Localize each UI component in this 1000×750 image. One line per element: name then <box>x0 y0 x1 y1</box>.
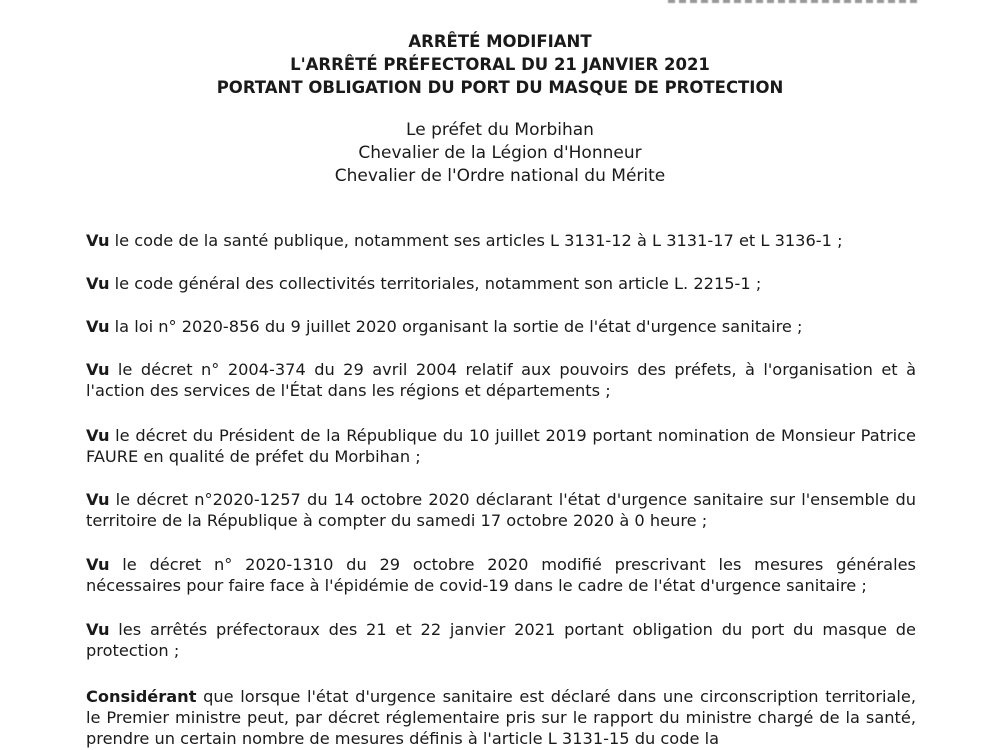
paragraph-lead: Vu <box>86 274 110 293</box>
paragraph-considerant <box>86 686 916 749</box>
clipped-header-text <box>668 0 920 3</box>
paragraph-text: les arrêtés préfectoraux des 21 et 22 janvier 2021 portant obligation du port du masque de protection ; <box>86 620 916 660</box>
paragraph-vu-decret-nomination <box>86 425 916 467</box>
authority-line-3: Chevalier de l'Ordre national du Mérite <box>334 166 666 186</box>
paragraph-lead: Vu <box>86 360 110 379</box>
paragraph-text: le décret du Président de la République du 10 juillet 2019 portant nomination de Monsieur Patrice FAURE en qualité de préfet du Morbihan ; <box>86 426 916 466</box>
paragraph-vu-decret-2020-1310 <box>86 554 916 596</box>
paragraph-text: le décret n° 2020-1310 du 29 octobre 2020 modifié prescrivant les mesures générales nécessaires pour faire face à l'épidémie de covid-19 dans le cadre de l'état d'urgence sanitaire ; <box>86 555 916 595</box>
title-line-2: L'ARRÊTÉ PRÉFECTORAL DU 21 JANVIER 2021 <box>290 55 710 74</box>
paragraph-text: le code général des collectivités territoriales, notamment son article L. 2215-1 ; <box>109 274 762 293</box>
authority-line-2: Chevalier de la Légion d'Honneur <box>358 143 642 163</box>
paragraph-vu-code-sante <box>86 230 916 251</box>
authority-line-1: Le préfet du Morbihan <box>406 120 594 140</box>
paragraph-lead: Vu <box>86 555 110 574</box>
paragraph-vu-decret-2004-374 <box>86 359 916 401</box>
paragraph-text: le code de la santé publique, notamment ses articles L 3131-12 à L 3131-17 et L 3136-1 ; <box>109 231 843 250</box>
title-line-3: PORTANT OBLIGATION DU PORT DU MASQUE DE PROTECTION <box>216 78 784 97</box>
paragraph-lead: Vu <box>86 490 110 509</box>
paragraph-text: que lorsque l'état d'urgence sanitaire est déclaré dans une circonscription territoriale, le Premier ministre peut, par décret réglementaire pris sur le rapport du ministre chargé de la santé, prendre un certain nombre de mesures définis à l'article L 3131-15 du code la <box>86 687 916 748</box>
paragraph-text: le décret n° 2004-374 du 29 avril 2004 relatif aux pouvoirs des préfets, à l'organisation et à l'action des services de l'État dans les régions et départements ; <box>86 360 916 400</box>
paragraph-vu-arretes-prefectoraux <box>86 619 916 661</box>
paragraph-lead: Vu <box>86 317 110 336</box>
document-title <box>0 30 1000 99</box>
paragraph-lead: Vu <box>86 426 110 445</box>
paragraph-lead: Vu <box>86 620 110 639</box>
paragraph-lead: Vu <box>86 231 110 250</box>
paragraph-text: le décret n°2020-1257 du 14 octobre 2020 déclarant l'état d'urgence sanitaire sur l'ensemble du territoire de la République à compter du samedi 17 octobre 2020 à 0 heure ; <box>86 490 916 530</box>
title-line-1: ARRÊTÉ MODIFIANT <box>408 32 592 51</box>
paragraph-text: la loi n° 2020-856 du 9 juillet 2020 organisant la sortie de l'état d'urgence sanitaire ; <box>109 317 803 336</box>
authority-block <box>0 119 1000 188</box>
paragraph-lead: Considérant <box>86 687 197 706</box>
paragraph-vu-cgct <box>86 273 916 294</box>
paragraph-vu-decret-2020-1257 <box>86 489 916 531</box>
paragraph-vu-loi-2020-856 <box>86 316 916 337</box>
